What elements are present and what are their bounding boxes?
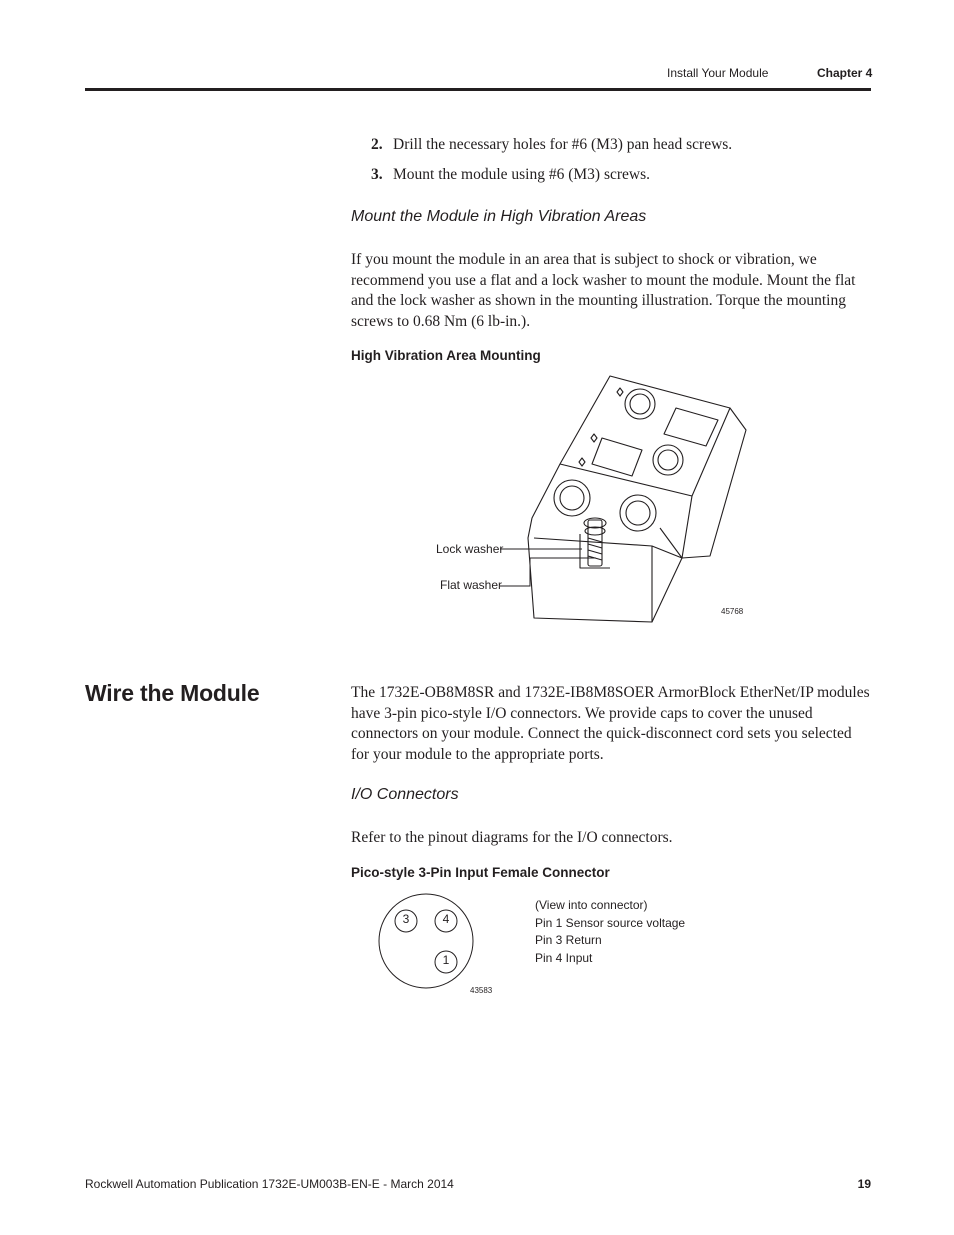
- footer-publication: Rockwell Automation Publication 1732E-UM003B-EN-E - March 2014: [85, 1177, 454, 1191]
- pin-label-4: 4: [442, 912, 450, 926]
- connector-diagram: [376, 893, 476, 993]
- legend-line: Pin 4 Input: [535, 950, 593, 965]
- pin-label-3: 3: [402, 912, 410, 926]
- step-number: 3.: [371, 166, 383, 183]
- section-title: Wire the Module: [85, 680, 260, 706]
- page-number: 19: [857, 1177, 871, 1191]
- connector-figure-title: Pico-style 3-Pin Input Female Connector: [351, 865, 610, 880]
- legend-line: (View into connector): [535, 898, 648, 912]
- callout-lock-washer: Lock washer: [436, 542, 504, 556]
- io-connectors-text: Refer to the pinout diagrams for the I/O connectors.: [351, 829, 673, 846]
- io-connectors-heading: I/O Connectors: [351, 786, 459, 803]
- running-header-section: Install Your Module: [667, 66, 769, 80]
- vibration-figure-title: High Vibration Area Mounting: [351, 348, 541, 363]
- step-text: Mount the module using #6 (M3) screws.: [393, 166, 651, 183]
- connector-figure-id: 43583: [470, 986, 493, 995]
- step-2: [371, 136, 732, 154]
- legend-line: Pin 3 Return: [535, 933, 602, 947]
- vibration-paragraph: If you mount the module in an area that is subject to shock or vibration, we recommend you use a flat and a lock washer to mount the module. Mount the flat and the lock washer as shown in the mounting illustration. Torque the mounting screws to 0.68 Nm (6 lb-in.).: [351, 251, 856, 330]
- connector-legend: [535, 897, 685, 967]
- step-number: 2.: [371, 136, 383, 153]
- wire-paragraph: The 1732E-OB8M8SR and 1732E-IB8M8SOER ArmorBlock EtherNet/IP modules have 3-pin pico-style I/O connectors. We provide caps to cover the unused connectors on your module. Connect the quick-disconnect cord sets you selected for your module to the appropriate ports.: [351, 684, 870, 763]
- header-rule: [85, 88, 871, 91]
- pin-label-1: 1: [442, 953, 450, 967]
- legend-line: Pin 1 Sensor source voltage: [535, 915, 686, 930]
- callout-flat-washer: Flat washer: [440, 578, 503, 592]
- step-3: [371, 166, 650, 184]
- figure-id: 45768: [721, 607, 744, 616]
- vibration-heading: Mount the Module in High Vibration Areas: [351, 208, 647, 225]
- running-header-chapter: Chapter 4: [817, 66, 873, 80]
- step-text: Drill the necessary holes for #6 (M3) pan head screws.: [393, 136, 733, 153]
